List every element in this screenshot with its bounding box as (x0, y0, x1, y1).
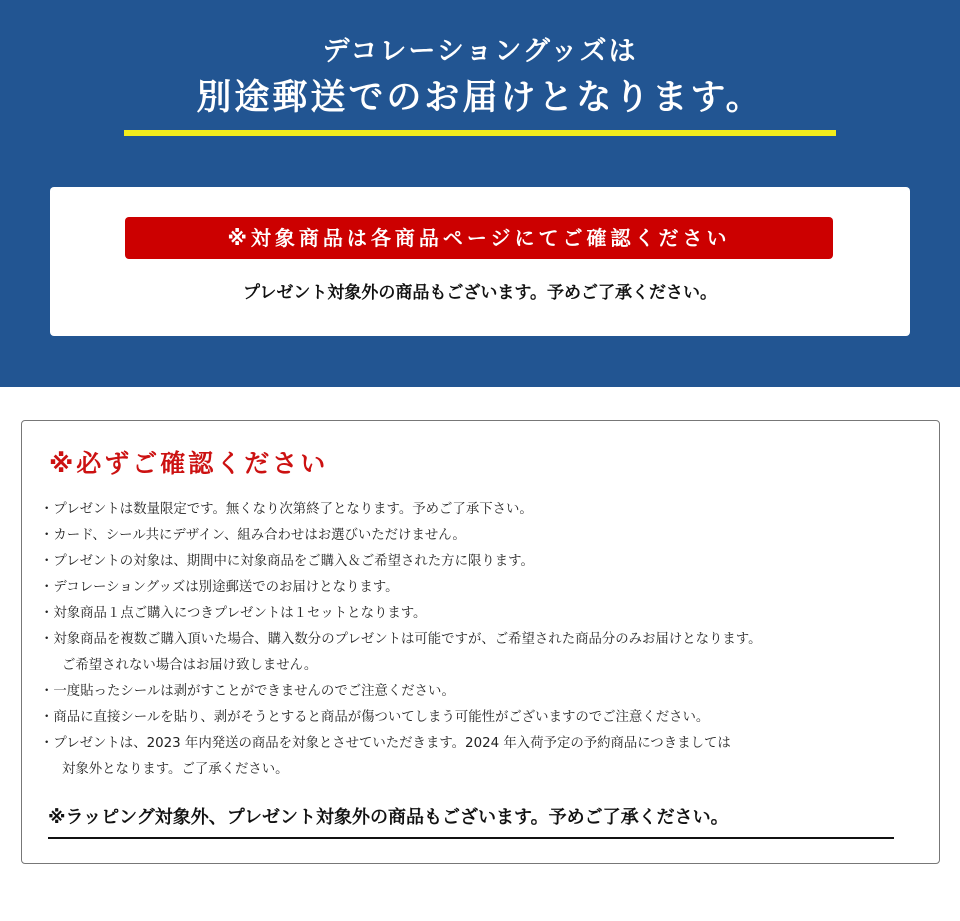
list-item: ・プレゼントの対象は、期間中に対象商品をご購入＆ご希望された方に限ります。 (40, 554, 534, 569)
list-item-continuation: 対象外となります。ご了承ください。 (62, 762, 289, 777)
hero-banner (0, 0, 960, 387)
hero-subtitle: デコレーショングッズは (322, 36, 638, 67)
list-item: ・対象商品１点ご購入につきプレゼントは１セットとなります。 (40, 606, 427, 621)
list-item: ・一度貼ったシールは剥がすことができませんのでご注意ください。 (40, 684, 455, 699)
notice-banner: ※対象商品は各商品ページにてご確認ください (125, 217, 833, 259)
list-item: ・カード、シール共にデザイン、組み合わせはお選びいただけません。 (40, 528, 466, 543)
list-item: ・対象商品を複数ご購入頂いた場合、購入数分のプレゼントは可能ですが、ご希望された商品分のみお届けとなります。 (40, 632, 762, 647)
hero-underline (124, 130, 836, 136)
confirmation-list (40, 497, 938, 783)
notice-card (50, 187, 910, 336)
list-item: ・商品に直接シールを貼り、剥がそうとすると商品が傷ついてしまう可能性がございますのでご注意ください。 (40, 710, 710, 725)
confirmation-footer: ※ラッピング対象外、プレゼント対象外の商品もございます。予めご了承ください。 (48, 803, 894, 839)
list-item: ・プレゼントは数量限定です。無くなり次第終了となります。予めご了承下さい。 (40, 502, 533, 517)
hero-title: 別途郵送でのお届けとなります。 (196, 78, 764, 118)
list-item: ・プレゼントは、2023 年内発送の商品を対象とさせていただきます。2024 年入荷予定の予約商品につきましては (40, 736, 731, 751)
list-item: ・デコレーショングッズは別途郵送でのお届けとなります。 (40, 580, 399, 595)
list-item-continuation: ご希望されない場合はお届け致しません。 (62, 658, 318, 673)
confirmation-box (21, 420, 940, 864)
confirmation-title: ※必ずご確認ください (49, 449, 329, 478)
notice-text: プレゼント対象外の商品もございます。予めご了承ください。 (243, 283, 717, 303)
